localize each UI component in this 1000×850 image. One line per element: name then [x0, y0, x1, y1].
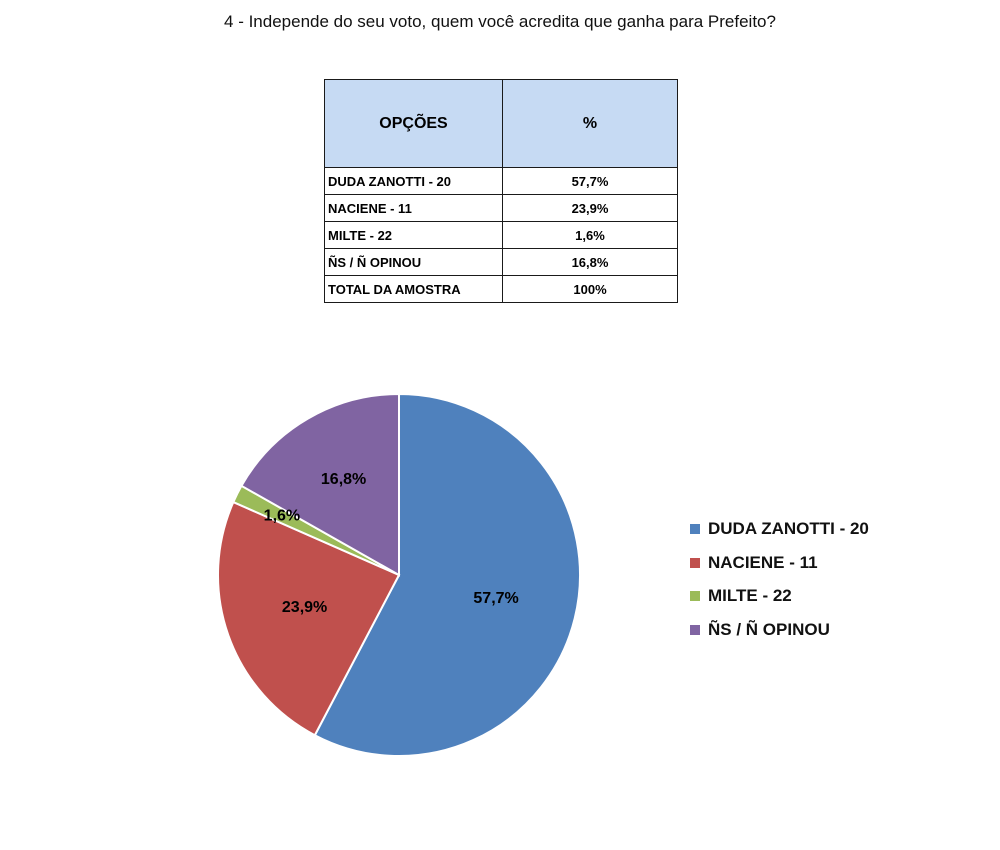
- pie-data-label: 23,9%: [281, 599, 328, 617]
- legend-swatch: [690, 625, 700, 635]
- question-title: 4 - Independe do seu voto, quem você acredita que ganha para Prefeito?: [224, 12, 776, 31]
- legend-swatch: [690, 591, 700, 601]
- chart-legend: [690, 512, 869, 647]
- legend-item: [690, 512, 869, 546]
- legend-swatch: [690, 524, 700, 534]
- percent-cell: 57,7%: [503, 168, 678, 195]
- legend-label: MILTE - 22: [708, 586, 792, 606]
- legend-label: DUDA ZANOTTI - 20: [708, 518, 869, 538]
- legend-item: [690, 546, 869, 580]
- legend-item: [690, 579, 869, 613]
- option-cell: MILTE - 22: [325, 222, 503, 249]
- percent-cell: 100%: [503, 276, 678, 303]
- legend-label: ÑS / Ñ OPINOU: [708, 619, 830, 639]
- pie-data-label: 1,6%: [263, 507, 301, 525]
- percent-cell: 23,9%: [503, 195, 678, 222]
- legend-label: NACIENE - 11: [708, 552, 818, 572]
- legend-item: [690, 613, 869, 647]
- header-options: OPÇÕES: [325, 80, 503, 168]
- percent-cell: 1,6%: [503, 222, 678, 249]
- option-cell: TOTAL DA AMOSTRA: [325, 276, 503, 303]
- pie-data-label: 16,8%: [320, 471, 367, 489]
- header-percent: %: [503, 80, 678, 168]
- option-cell: DUDA ZANOTTI - 20: [325, 168, 503, 195]
- percent-cell: 16,8%: [503, 249, 678, 276]
- option-cell: NACIENE - 11: [325, 195, 503, 222]
- option-cell: ÑS / Ñ OPINOU: [325, 249, 503, 276]
- pie-data-label: 57,7%: [473, 590, 519, 608]
- legend-swatch: [690, 558, 700, 568]
